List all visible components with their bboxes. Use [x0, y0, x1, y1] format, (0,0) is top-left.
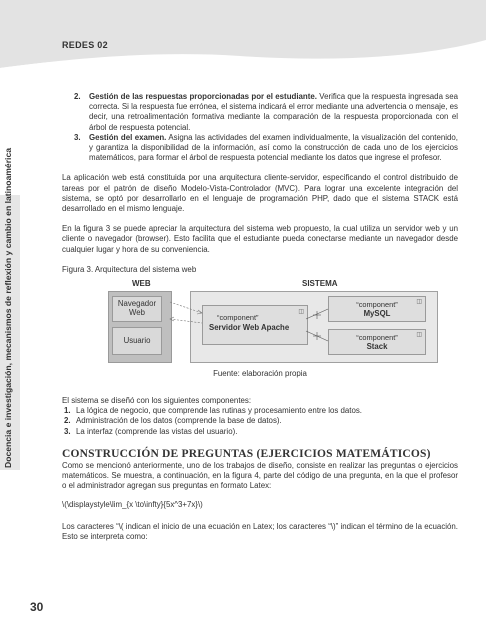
server-name: Servidor Web Apache [209, 323, 290, 333]
architecture-diagram [62, 279, 458, 384]
section-heading: CONSTRUCCIÓN DE PREGUNTAS (EJERCICIOS MATEMÁTICOS) [62, 447, 431, 460]
header-curve [0, 0, 486, 70]
paragraph: El sistema se diseñó con los siguientes componentes: [62, 396, 252, 406]
list-item-text: Administración de los datos (comprende la base de datos). [76, 416, 282, 426]
list-item [62, 133, 458, 164]
list-item [62, 406, 458, 416]
list-item-text: Verifica que la respuesta ingresada sea correcta. Si la respuesta fue errónea, el sistema indicará el error mediante una advertencia o mensaje, es decir, una retroalimentación formativa mediante la comparación de la respuesta proporcionada con el árbol de respuesta potencial. [89, 92, 458, 132]
stack-name: Stack [366, 342, 388, 352]
mysql-stereotype: “component” [356, 300, 398, 310]
series-label: REDES 02 [62, 40, 108, 50]
list-number: 2. [74, 92, 81, 101]
list-item-title: Gestión del examen. [89, 132, 167, 142]
component-icon: ◫ [416, 299, 422, 306]
list-item-title: Gestión de las respuestas proporcionadas por el estudiante. [89, 92, 317, 101]
stack-stereotype: “component” [356, 333, 398, 343]
list-item-text: La lógica de negocio, que comprende las rutinas y procesamiento entre los datos. [76, 406, 362, 416]
mysql-name: MySQL [363, 309, 391, 319]
paragraph: Los caracteres “\( indican el inicio de una ecuación en Latex; los caracteres “\)” indican el término de la ecuación. Esto se interpreta como: [62, 521, 458, 542]
server-stereotype: “component” [217, 313, 259, 323]
figure-caption: Figura 3. Arquitectura del sistema web [62, 264, 197, 274]
list-item [62, 416, 458, 426]
list-number: 3. [74, 132, 81, 142]
list-item [62, 427, 458, 437]
side-title: Docencia e investigación, mecanismos de reflexión y cambio en latinoamérica [3, 148, 13, 468]
browser-label: Navegador Web [117, 299, 157, 318]
user-label: Usuario [123, 336, 151, 346]
list-number: 1. [64, 406, 71, 416]
diagram-connectors [62, 279, 458, 379]
list-item-text: Asigna las actividades del examen individualmente, la visualización del contenido, y garantiza la disponibilidad de la información, así como la construcción de cada uno de los ejercicios matemáticos, para formar el árbol de respuesta potencial mediante los datos que ingrese el profesor. [89, 132, 459, 163]
paragraph: Como se mencionó anteriormente, uno de los trabajos de diseño, consiste en realizar las preguntas o ejercicios matemáticos. Se muestra, a continuación, en la figura 4, parte del código de una pregunta, en la que el profesor o el administrador agregan sus preguntas en formato Latex: [62, 461, 458, 491]
paragraph: En la figura 3 se puede apreciar la arquitectura del sistema web propuesto, la cual utiliza un servidor web y un cliente o navegador (browser). Esto facilita que el estudiante pueda conectarse mediante un navegador desde cualquier lugar y hora de su conveniencia. [62, 224, 458, 254]
component-icon: ◫ [298, 309, 304, 316]
component-icon: ◫ [416, 332, 422, 339]
list-number: 3. [64, 426, 71, 436]
paragraph: La aplicación web está constituida por una arquitectura cliente-servidor, especificando el control distribuido de tareas por el patrón de diseño Modelo-Vista-Controlador (MVC). Para lograr una excelente integración del sistema, se optó por desarrollarlo en el lenguaje de programación PHP, dado que el sistema STACK está desarrollado en el mismo lenguaje. [62, 173, 458, 214]
list-number: 2. [64, 416, 71, 426]
page-number: 30 [30, 600, 44, 614]
latex-formula: \(\displaystyle\lim_{x \to\infty}{5x^3+7x}\) [62, 499, 203, 509]
components-list [62, 406, 458, 437]
web-label: WEB [132, 279, 151, 289]
objective-list [62, 92, 458, 163]
system-label: SISTEMA [302, 279, 338, 289]
main-content [62, 92, 458, 542]
figure-source: Fuente: elaboración propia [213, 369, 307, 379]
list-item [62, 92, 458, 133]
list-item-text: La interfaz (comprende las vistas del usuario). [76, 426, 238, 436]
